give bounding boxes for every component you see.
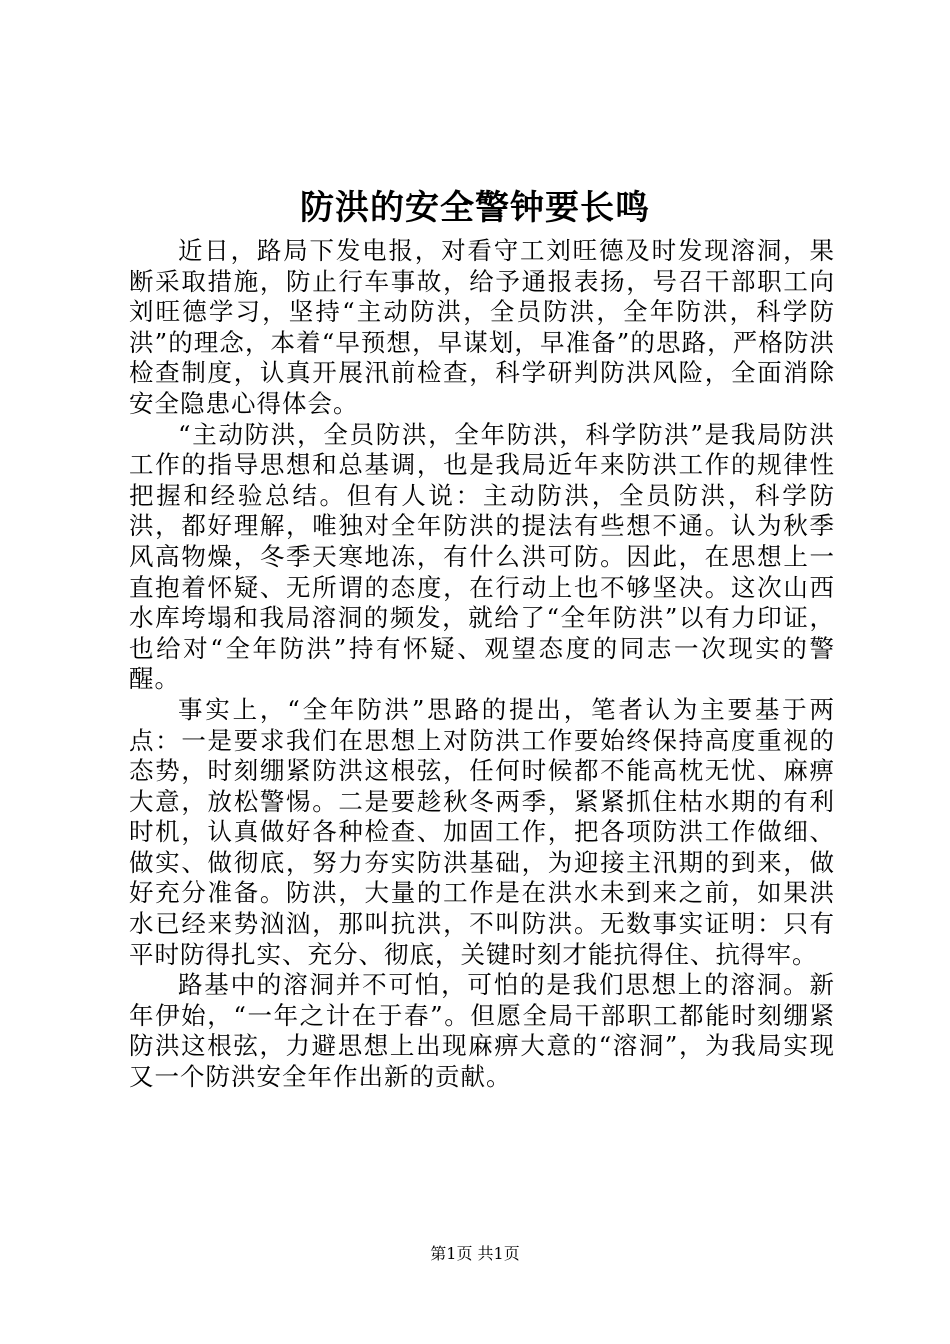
paragraph-3: 事实上，“全年防洪”思路的提出，笔者认为主要基于两点：一是要求我们在思想上对防洪工作要始终保持高度重视的态势，时刻绷紧防洪这根弦，任何时候都不能高枕无忧、麻痹大意，放松警惕。二是要趁秋冬两季，紧紧抓住枯水期的有利时机，认真做好各种检查、加固工作，把各项防洪工作做细、做实、做彻底，努力夯实防洪基础，为迎接主汛期的到来，做好充分准备。防洪，大量的工作是在洪水未到来之前，如果洪水已经来势汹汹，那叫抗洪，不叫防洪。无数事实证明：只有平时防得扎实、充分、彻底，关键时刻才能抗得住、抗得牢。	[129, 694, 835, 969]
page-footer: 第1页 共1页	[430, 1244, 520, 1263]
document-title: 防洪的安全警钟要长鸣	[300, 188, 650, 228]
paragraph-1: 近日，路局下发电报，对看守工刘旺德及时发现溶洞，果断采取措施，防止行车事故，给予通报表扬，号召干部职工向刘旺德学习，坚持“主动防洪，全员防洪，全年防洪，科学防洪”的理念，本着“早预想，早谋划，早准备”的思路，严格防洪检查制度，认真开展汛前检查，科学研判防洪风险，全面消除安全隐患心得体会。	[129, 236, 835, 418]
paragraph-2: “主动防洪，全员防洪，全年防洪，科学防洪”是我局防洪工作的指导思想和总基调，也是我局近年来防洪工作的规律性把握和经验总结。但有人说：主动防洪，全员防洪，科学防洪，都好理解，唯独对全年防洪的提法有些想不通。认为秋季风高物燥，冬季天寒地冻，有什么洪可防。因此，在思想上一直抱着怀疑、无所谓的态度，在行动上也不够坚决。这次山西水库垮塌和我局溶洞的频发，就给了“全年防洪”以有力印证，也给对“全年防洪”持有怀疑、观望态度的同志一次现实的警醒。	[129, 419, 835, 694]
document-body	[129, 236, 835, 1093]
paragraph-4: 路基中的溶洞并不可怕，可怕的是我们思想上的溶洞。新年伊始，“一年之计在于春”。但愿全局干部职工都能时刻绷紧防洪这根弦，力避思想上出现麻痹大意的“溶洞”，为我局实现又一个防洪安全年作出新的贡献。	[129, 970, 835, 1092]
